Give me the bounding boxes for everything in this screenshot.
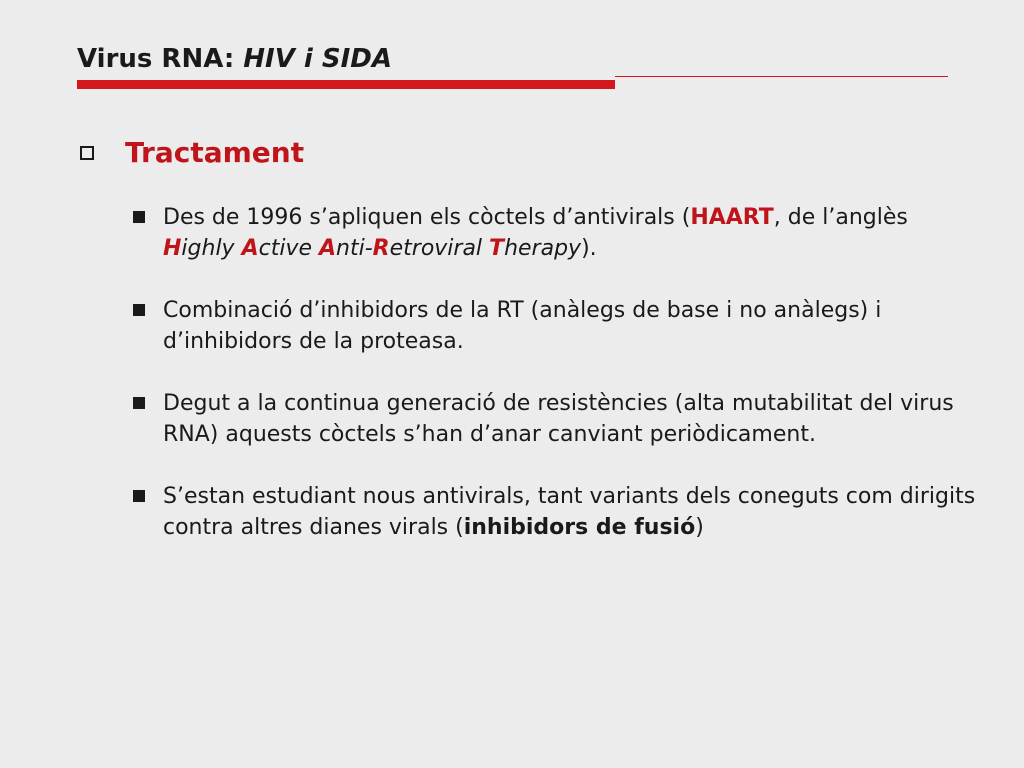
acronym-letter: A (241, 236, 259, 261)
text-run: etroviral (389, 236, 490, 261)
text-run: ctive (258, 236, 319, 261)
filled-square-bullet-icon (133, 211, 145, 223)
slide-title (77, 44, 392, 74)
section-heading (80, 136, 304, 169)
bullet-text (163, 202, 983, 264)
bullet-list (133, 202, 983, 543)
title-underline-thick (77, 80, 615, 89)
text-run: Des de 1996 s’apliquen els còctels d’antivirals ( (163, 205, 691, 230)
text-run: ). (581, 236, 597, 261)
hollow-square-bullet-icon (80, 146, 94, 160)
list-item (133, 481, 983, 543)
text-run: S’estan estudiant nous antivirals, tant variants dels coneguts com dirigits contra altres dianes virals ( (163, 484, 976, 540)
filled-square-bullet-icon (133, 397, 145, 409)
haart-acronym: HAART (690, 205, 774, 230)
list-item (133, 295, 983, 357)
bullet-text: Combinació d’inhibidors de la RT (anàlegs de base i no anàlegs) i d’inhibidors de la proteasa. (163, 298, 882, 354)
text-run: ighly (181, 236, 242, 261)
text-run: ) (695, 515, 704, 540)
title-underline-thin (615, 76, 948, 77)
list-item (133, 202, 983, 264)
acronym-letter: A (319, 236, 337, 261)
title-plain: Virus RNA: (77, 44, 244, 74)
filled-square-bullet-icon (133, 490, 145, 502)
bullet-text: Degut a la continua generació de resistències (alta mutabilitat del virus RNA) aquests còctels s’han d’anar canviant periòdicament. (163, 391, 954, 447)
text-run: , de l’anglès (773, 205, 908, 230)
title-italic: HIV i SIDA (243, 44, 392, 74)
acronym-letter: T (489, 236, 505, 261)
heading-text: Tractament (125, 136, 305, 169)
filled-square-bullet-icon (133, 304, 145, 316)
acronym-letter: H (163, 236, 182, 261)
acronym-letter: R (372, 236, 390, 261)
text-run: nti- (336, 236, 373, 261)
text-run: herapy (504, 236, 582, 261)
fusion-inhibitors-term: inhibidors de fusió (463, 515, 696, 540)
bullet-text (163, 481, 983, 543)
list-item (133, 388, 983, 450)
